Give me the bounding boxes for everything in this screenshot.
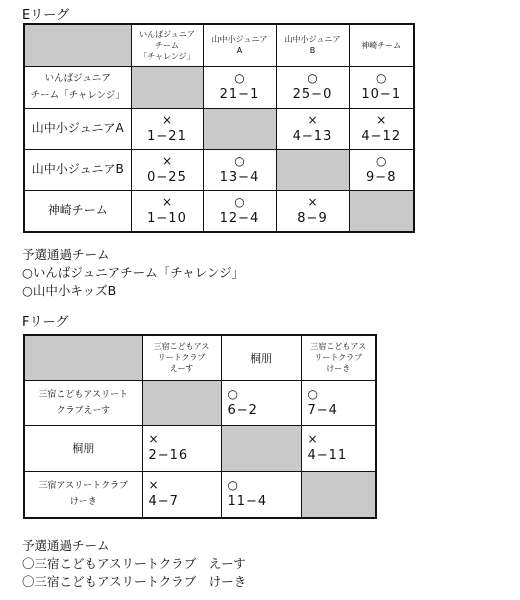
loss-mark: × xyxy=(148,432,159,446)
score: 25−0 xyxy=(292,87,333,102)
score: 4−11 xyxy=(307,448,348,463)
win-mark: ○ xyxy=(307,71,318,85)
result-cell xyxy=(276,108,349,149)
win-mark: ○ xyxy=(376,71,387,85)
result-cell xyxy=(301,425,376,471)
col-header: いんばジュニア チーム 「チャレンジ」 xyxy=(131,24,203,66)
result-cell xyxy=(203,149,276,190)
table-row xyxy=(24,380,376,425)
score: 6−2 xyxy=(227,402,258,418)
self-cell xyxy=(131,66,203,108)
loss-mark: × xyxy=(307,194,318,209)
win-mark: ○ xyxy=(234,153,245,168)
qualifiers-title: 予選通過チーム xyxy=(22,247,110,262)
row-header: 三宿アスリートクラブ けーき xyxy=(24,471,142,518)
corner-cell xyxy=(24,24,131,66)
result-cell xyxy=(142,425,221,471)
score: 12−4 xyxy=(219,210,260,226)
league-e-table xyxy=(23,23,415,233)
result-cell xyxy=(131,108,203,149)
col-header: 山中小ジュニア B xyxy=(276,24,349,66)
row-header: 山中小ジュニアA xyxy=(24,108,131,149)
loss-mark: × xyxy=(161,194,173,209)
self-cell xyxy=(301,471,376,518)
win-mark: ○ xyxy=(227,386,238,401)
col-header: 山中小ジュニア A xyxy=(203,24,276,66)
win-mark: ○ xyxy=(227,478,238,493)
table-header-row xyxy=(24,335,376,380)
result-cell xyxy=(131,190,203,232)
row-header: いんばジュニア チーム「チャレンジ」 xyxy=(24,66,131,108)
result-cell xyxy=(203,190,276,232)
score: 11−4 xyxy=(227,494,268,510)
score: 21−1 xyxy=(219,87,260,102)
col-header: 三宿こどもアス リートクラブ えーす xyxy=(142,335,221,380)
result-cell xyxy=(301,380,376,425)
table-row xyxy=(24,425,376,471)
score: 4−13 xyxy=(292,128,333,144)
result-cell xyxy=(221,471,301,518)
result-cell xyxy=(349,66,414,108)
score: 13−4 xyxy=(219,169,260,185)
win-mark: ○ xyxy=(234,194,245,209)
col-header: 三宿こどもアス リートクラブ けーき xyxy=(301,335,376,380)
self-cell xyxy=(349,190,414,232)
table-row xyxy=(24,471,376,518)
table-row xyxy=(24,108,414,149)
score: 0−25 xyxy=(147,169,187,185)
qualifier-team: 〇三宿こどもアスリートクラブ えーす xyxy=(22,556,246,571)
score: 1−21 xyxy=(147,128,187,144)
table-row xyxy=(24,66,414,108)
win-mark: ○ xyxy=(234,71,245,85)
corner-cell xyxy=(24,335,142,380)
score: 4−7 xyxy=(148,494,179,510)
self-cell xyxy=(203,108,276,149)
loss-mark: × xyxy=(376,112,387,127)
loss-mark: × xyxy=(307,112,318,127)
league-f-table xyxy=(23,334,377,519)
loss-mark: × xyxy=(148,478,159,493)
col-header: 神崎チーム xyxy=(349,24,414,66)
league-e-qualifiers xyxy=(22,246,244,300)
result-cell xyxy=(349,108,414,149)
loss-mark: × xyxy=(307,432,318,446)
col-header: 桐朋 xyxy=(221,335,301,380)
qualifier-team: 〇三宿こどもアスリートクラブ けーき xyxy=(22,574,247,589)
row-header: 三宿こどもアスリート クラブえーす xyxy=(24,380,142,425)
league-f-qualifiers xyxy=(22,537,246,591)
win-mark: ○ xyxy=(376,153,387,168)
score: 7−4 xyxy=(307,402,338,418)
self-cell xyxy=(276,149,349,190)
score: 10−1 xyxy=(361,87,402,102)
result-cell xyxy=(203,66,276,108)
result-cell xyxy=(142,471,221,518)
score: 1−10 xyxy=(147,210,187,226)
loss-mark: × xyxy=(161,153,173,168)
result-cell xyxy=(276,190,349,232)
league-f-title: Fリーグ xyxy=(22,315,69,330)
row-header: 桐朋 xyxy=(24,425,142,471)
table-row xyxy=(24,149,414,190)
result-cell xyxy=(349,149,414,190)
result-cell xyxy=(276,66,349,108)
qualifiers-title: 予選通過チーム xyxy=(22,538,110,553)
result-cell xyxy=(221,380,301,425)
score: 2−16 xyxy=(148,448,189,463)
self-cell xyxy=(221,425,301,471)
row-header: 神崎チーム xyxy=(24,190,131,232)
score: 4−12 xyxy=(361,128,402,144)
qualifier-team: ○いんばジュニアチーム「チャレンジ」 xyxy=(22,265,245,280)
score: 9−8 xyxy=(366,169,397,185)
self-cell xyxy=(142,380,221,425)
loss-mark: × xyxy=(161,112,173,127)
league-e-title: Eリーグ xyxy=(22,8,70,23)
win-mark: ○ xyxy=(307,386,318,401)
table-header-row xyxy=(24,24,414,66)
result-cell xyxy=(131,149,203,190)
score: 8−9 xyxy=(297,210,328,226)
row-header: 山中小ジュニアB xyxy=(24,149,131,190)
table-row xyxy=(24,190,414,232)
qualifier-team: ○山中小キッズB xyxy=(22,283,117,298)
